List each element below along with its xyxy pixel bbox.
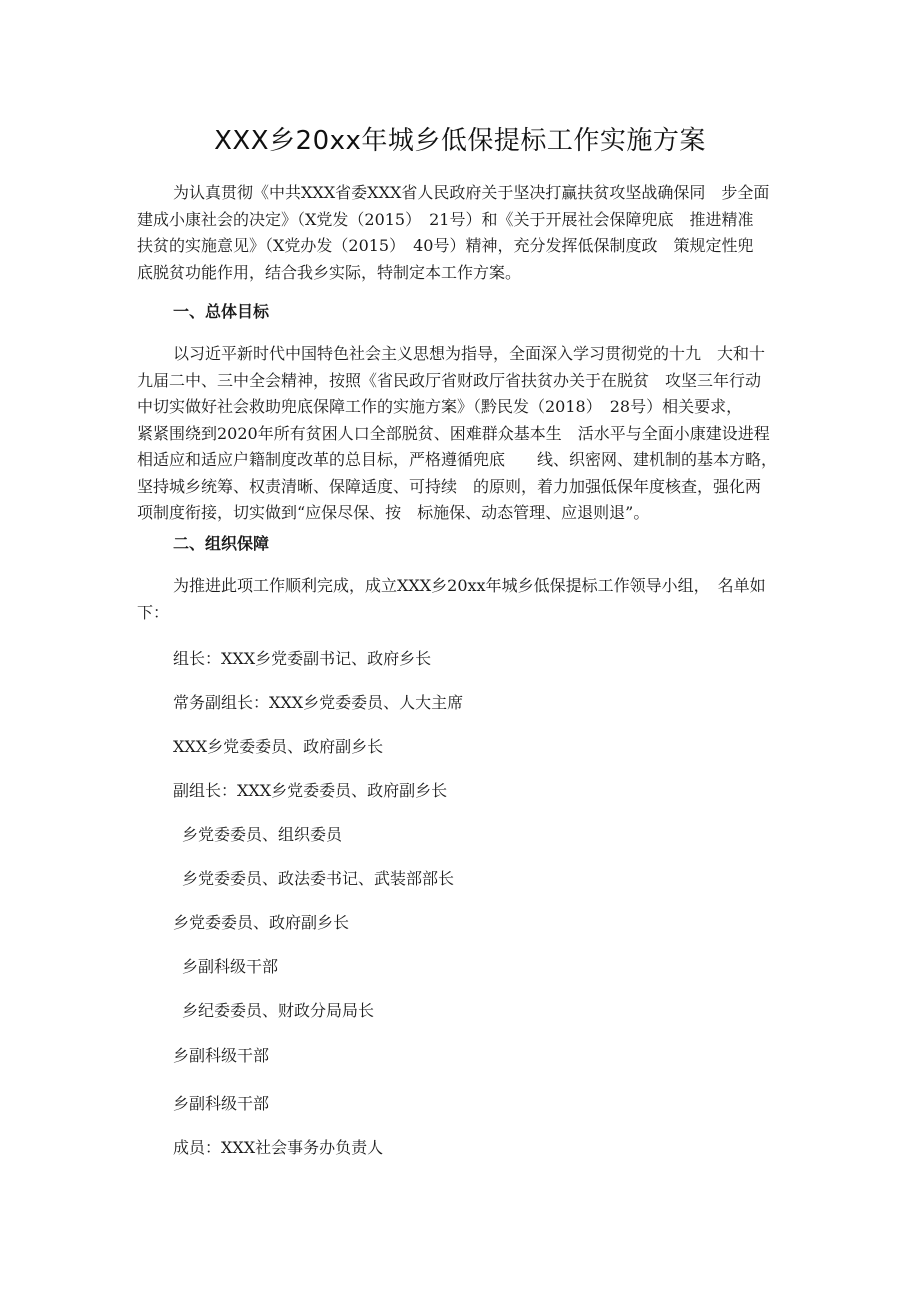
member-line-deputy: 副组长：XXX乡党委委员、政府副乡长 bbox=[173, 781, 448, 800]
section-heading-overall-goal: 一、总体目标 bbox=[173, 302, 270, 321]
member-line: 乡副科级干部 bbox=[173, 1094, 270, 1113]
organization-line: 下： bbox=[137, 602, 170, 622]
document-title: XXX乡20xx年城乡低保提标工作实施方案 bbox=[214, 126, 706, 156]
goal-line: 九届二中、三中全会精神，按照《省民政厅省财政厅省扶贫办关于在脱贫 攻坚三年行动 bbox=[137, 370, 762, 390]
goal-line: 相适应和适应户籍制度改革的总目标，严格遵循兜底 线、织密网、建机制的基本方略， bbox=[137, 450, 778, 469]
section-heading-organization: 二、组织保障 bbox=[173, 534, 270, 553]
member-line-members: 成员：XXX社会事务办负责人 bbox=[173, 1138, 384, 1157]
member-line: 乡党委委员、政法委书记、武装部部长 bbox=[182, 869, 455, 888]
member-line: 乡副科级干部 bbox=[173, 1046, 270, 1065]
intro-line: 为认真贯彻《中共XXX省委XXX省人民政府关于坚决打赢扶贫攻坚战确保同 步全面 bbox=[173, 183, 770, 202]
goal-line: 坚持城乡统筹、权责清晰、保障适度、可持续 的原则，着力加强低保年度核查，强化两 bbox=[137, 476, 762, 496]
overall-goal-paragraph bbox=[137, 341, 793, 527]
goal-line: 中切实做好社会救助兜底保障工作的实施方案》（黔民发（2018） 28号）相关要求， bbox=[137, 397, 743, 416]
intro-line: 扶贫的实施意见》（X党办发（2015） 40号）精神，充分发挥低保制度政 策规定性兜 bbox=[137, 236, 754, 255]
goal-line: 紧紧围绕到2020年所有贫困人口全部脱贫、困难群众基本生 活水平与全面小康建设进程 bbox=[137, 423, 770, 443]
goal-line: 项制度衔接，切实做到“应保尽保、按 标施保、动态管理、应退则退”。 bbox=[137, 503, 650, 522]
organization-paragraph bbox=[137, 573, 793, 626]
member-line: 乡副科级干部 bbox=[182, 957, 279, 976]
member-line: 乡党委委员、政府副乡长 bbox=[173, 913, 350, 932]
organization-line: 为推进此项工作顺利完成，成立XXX乡20xx年城乡低保提标工作领导小组， 名单如 bbox=[173, 576, 766, 595]
intro-line: 底脱贫功能作用，结合我乡实际，特制定本工作方案。 bbox=[137, 262, 522, 282]
member-line-executive-deputy: 常务副组长：XXX乡党委委员、人大主席 bbox=[173, 693, 464, 712]
member-line: XXX乡党委委员、政府副乡长 bbox=[173, 737, 384, 756]
member-line: 乡纪委委员、财政分局局长 bbox=[182, 1001, 375, 1020]
intro-paragraph bbox=[137, 180, 793, 286]
member-line-leader: 组长：XXX乡党委副书记、政府乡长 bbox=[173, 649, 432, 668]
intro-line: 建成小康社会的决定》（X党发（2015） 21号）和《关于开展社会保障兜底 推进精准 bbox=[137, 209, 754, 229]
goal-line: 以习近平新时代中国特色社会主义思想为指导，全面深入学习贯彻党的十九 大和十 bbox=[173, 344, 766, 363]
member-line: 乡党委委员、组织委员 bbox=[182, 825, 343, 844]
